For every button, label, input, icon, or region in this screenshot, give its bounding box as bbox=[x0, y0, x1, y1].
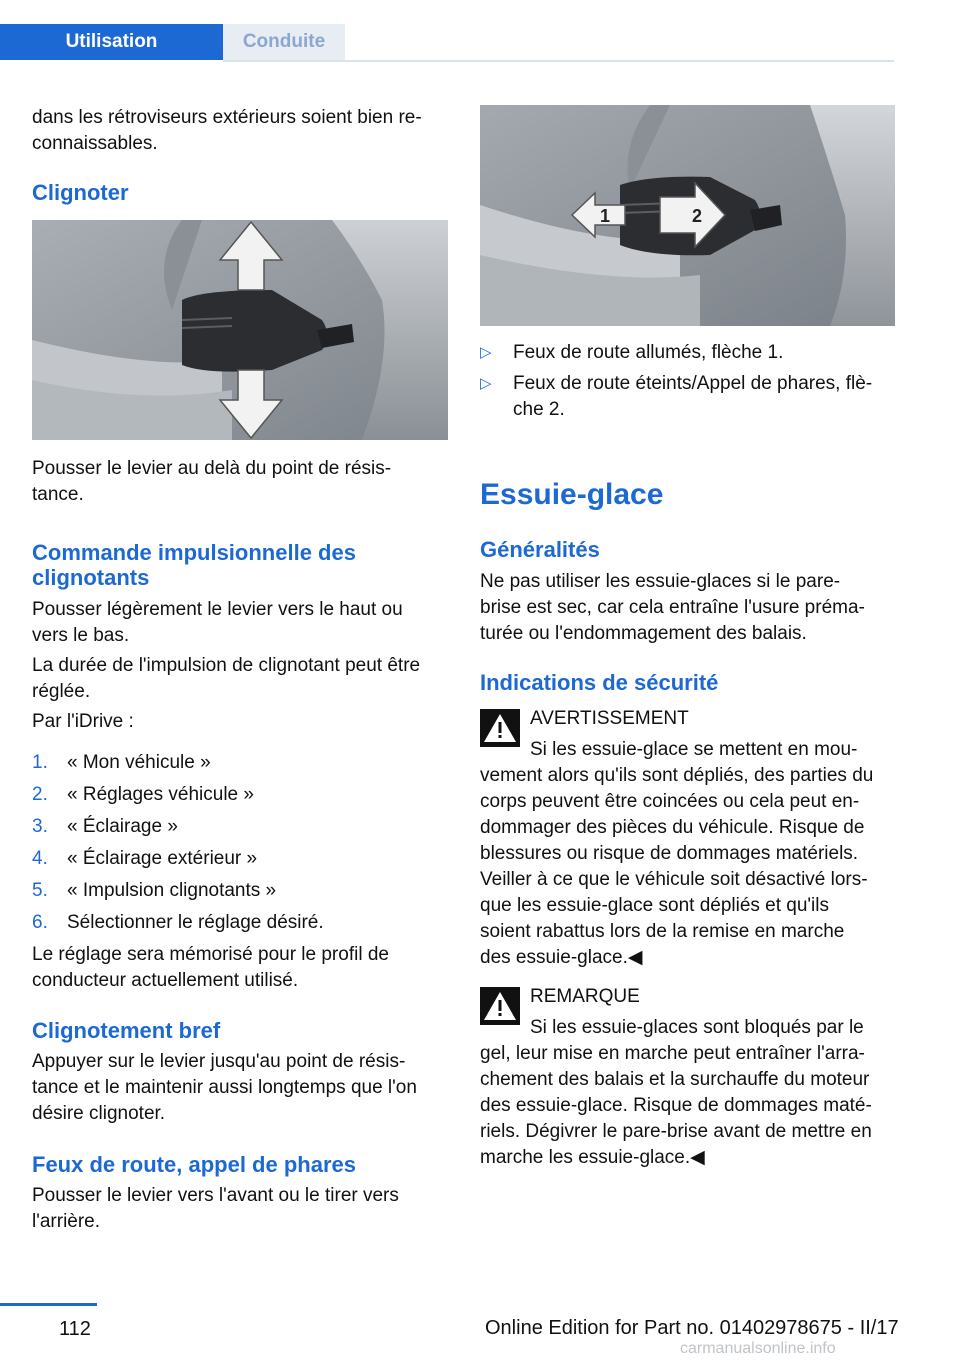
watermark: carmanualsonline.info bbox=[680, 1340, 836, 1357]
turn-signal-illustration bbox=[32, 220, 448, 440]
pousser-line-2: tance. bbox=[32, 484, 84, 505]
general-line-1: Ne pas utiliser les essuie-glaces si le pare- bbox=[480, 571, 841, 592]
figure-turn-signal-stalk bbox=[32, 220, 448, 440]
header-tabs bbox=[0, 24, 894, 62]
impuls-p2-line-2: réglée. bbox=[32, 681, 91, 702]
heading-essuie-glace: Essuie-glace bbox=[480, 478, 664, 511]
tab-conduite[interactable]: Conduite bbox=[223, 24, 345, 60]
note-line: des essuie-glace. Risque de dommages maté‐ bbox=[480, 1095, 872, 1116]
step-text: « Réglages véhicule » bbox=[67, 784, 254, 805]
high-beam-illustration bbox=[480, 105, 895, 326]
note-line: gel, leur mise en marche peut entraîner l'arra‐ bbox=[480, 1043, 865, 1064]
edition-text: Online Edition for Part no. 01402978675 - II/17 bbox=[485, 1317, 899, 1339]
memo-line-1: Le réglage sera mémorisé pour le profil de bbox=[32, 944, 389, 965]
figure-high-beam-stalk bbox=[480, 105, 895, 326]
bref-line-2: tance et le maintenir aussi longtemps que l'on bbox=[32, 1077, 417, 1098]
intro-line-2: connaissables. bbox=[32, 133, 158, 154]
step-text: « Éclairage » bbox=[67, 816, 178, 837]
warning-line: Si les essuie-glace se mettent en mou‐ bbox=[530, 739, 858, 760]
warning-line: que les essuie-glace sont dépliés et qu'ils bbox=[480, 895, 830, 916]
pousser-line-1: Pousser le levier au delà du point de résis‐ bbox=[32, 458, 392, 479]
general-line-2: brise est sec, car cela entraîne l'usure préma‐ bbox=[480, 597, 865, 618]
note-line: riels. Dégivrer le pare-brise avant de mettre en bbox=[480, 1121, 872, 1142]
heading-generalites: Généralités bbox=[480, 537, 600, 562]
heading-impulsion-line-1: Commande impulsionnelle des bbox=[32, 540, 356, 565]
note-line: chement des balais et la surchauffe du moteur bbox=[480, 1069, 870, 1090]
figure-label-2: 2 bbox=[692, 206, 703, 226]
step-text: « Mon véhicule » bbox=[67, 752, 211, 773]
note-line: Si les essuie-glaces sont bloqués par le bbox=[530, 1017, 864, 1038]
idrive-label: Par l'iDrive : bbox=[32, 711, 134, 732]
warning-line: Veiller à ce que le véhicule soit désactivé lors‐ bbox=[480, 869, 868, 890]
heading-impulsion-line-2: clignotants bbox=[32, 565, 150, 590]
heading-indications-securite: Indications de sécurité bbox=[480, 670, 719, 695]
step-number: 5. bbox=[32, 880, 48, 901]
impuls-p2-line-1: La durée de l'impulsion de clignotant peut être bbox=[32, 655, 421, 676]
note-title: REMARQUE bbox=[530, 986, 640, 1007]
figure-label-1: 1 bbox=[600, 206, 611, 226]
feux-line-2: l'arrière. bbox=[32, 1211, 101, 1232]
feux-line-1: Pousser le levier vers l'avant ou le tirer vers bbox=[32, 1185, 399, 1206]
step-text: « Éclairage extérieur » bbox=[67, 848, 258, 869]
warning-line: blessures ou risque de dommages matériels. bbox=[480, 843, 859, 864]
step-text: Sélectionner le réglage désiré. bbox=[67, 912, 324, 933]
impuls-p1-line-2: vers le bas. bbox=[32, 625, 130, 646]
bullet-text-line-2: che 2. bbox=[513, 399, 565, 420]
bullet-marker: ▷ bbox=[480, 375, 492, 392]
bullet-text-line-1: Feux de route éteints/Appel de phares, flè‐ bbox=[513, 373, 873, 394]
caution-icon bbox=[480, 987, 520, 1025]
footer-rule bbox=[0, 1303, 97, 1306]
step-number: 3. bbox=[32, 816, 48, 837]
note-line: marche les essuie-glace.◀ bbox=[480, 1147, 705, 1168]
bullet-item-2 bbox=[480, 371, 900, 423]
impuls-p1-line-1: Pousser légèrement le levier vers le haut ou bbox=[32, 599, 403, 620]
bullet-item-1 bbox=[480, 340, 900, 366]
heading-clignotement-bref: Clignotement bref bbox=[32, 1018, 221, 1043]
heading-clignoter: Clignoter bbox=[32, 180, 129, 205]
heading-feux-de-route: Feux de route, appel de phares bbox=[32, 1152, 356, 1177]
warning-icon bbox=[480, 709, 520, 747]
bullet-text: Feux de route allumés, flèche 1. bbox=[513, 342, 784, 363]
warning-line: dommager des pièces du véhicule. Risque de bbox=[480, 817, 865, 838]
bref-line-1: Appuyer sur le levier jusqu'au point de résis‐ bbox=[32, 1051, 406, 1072]
warning-line: vement alors qu'ils sont dépliés, des parties du bbox=[480, 765, 874, 786]
general-line-3: turée ou l'endommagement des balais. bbox=[480, 623, 807, 644]
memo-line-2: conducteur actuellement utilisé. bbox=[32, 970, 299, 991]
step-number: 4. bbox=[32, 848, 48, 869]
tab-utilisation[interactable]: Utilisation bbox=[0, 24, 223, 60]
warning-line: corps peuvent être coincées ou cela peut en‐ bbox=[480, 791, 860, 812]
warning-title: AVERTISSEMENT bbox=[530, 708, 689, 729]
step-number: 2. bbox=[32, 784, 48, 805]
tab-divider bbox=[223, 60, 894, 62]
step-number: 1. bbox=[32, 752, 48, 773]
bullet-marker: ▷ bbox=[480, 344, 492, 361]
step-text: « Impulsion clignotants » bbox=[67, 880, 277, 901]
warning-line: soient rabattus lors de la remise en marche bbox=[480, 921, 845, 942]
intro-line-1: dans les rétroviseurs extérieurs soient bien re‐ bbox=[32, 107, 422, 128]
step-number: 6. bbox=[32, 912, 48, 933]
bref-line-3: désire clignoter. bbox=[32, 1103, 166, 1124]
warning-line: des essuie-glace.◀ bbox=[480, 947, 643, 968]
page-number: 112 bbox=[59, 1318, 91, 1340]
